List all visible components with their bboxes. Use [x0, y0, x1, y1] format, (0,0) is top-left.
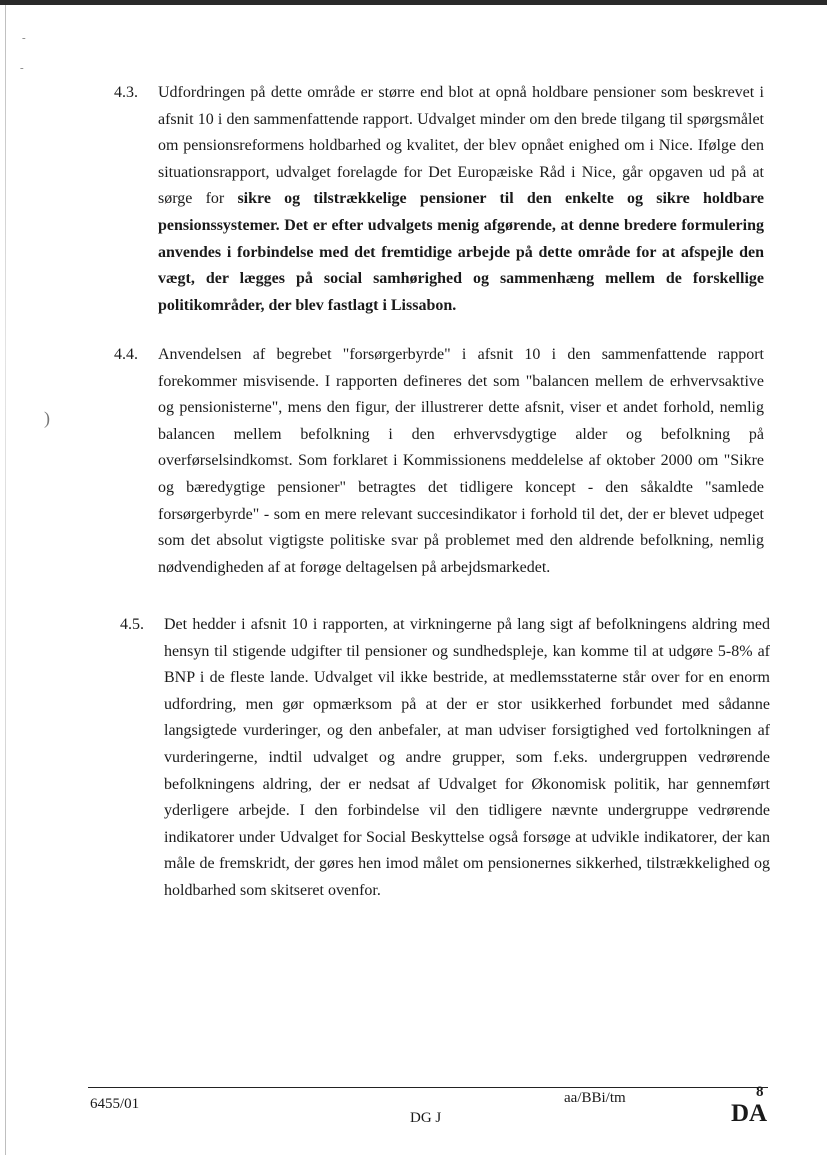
paragraph-number: 4.4.	[114, 346, 138, 363]
paragraph-text-regular: Udfordringen på dette område er større end blot at opnå holdbare pensioner som beskrevet i afsnit 10 i den sammenfattende rapport. Udvalget minder om den brede tilgang til spørgsmålet om pensionsreformens holdbarhed og kvalitet, der blev opnået enighed om i Nice. Ifølge den situationsrapport, udvalget forelagde for Det Europæiske Råd i Nice, går opgaven ud på at sørge for	[158, 84, 764, 208]
scan-speck: -	[20, 62, 24, 74]
paragraph-text-regular: Anvendelsen af begrebet "forsørgerbyrde" i afsnit 10 i den sammenfattende rapport forekommer misvisende. I rapporten defineres det som "balancen mellem de erhvervsaktive og pensionisterne", mens den figur, der illustrerer dette afsnit, viser et andet forhold, nemlig balancen mellem befolkning i den erhvervsdygtige alder og befolkning på overførselsindkomst. Som forklaret i Kommissionens meddelelse af oktober 2000 om "Sikre og bæredygtige pensioner" betragtes det tidligere koncept - den såkaldte "samlede forsørgerbyrde" - som en mere relevant succesindikator i forhold til det, der er blevet udpeget som det absolut vigtigste politiske svar på problemet med den aldrende befolkning, nemlig nødvendigheden af at forøge deltagelsen på arbejdsmarkedet.	[158, 346, 764, 576]
hole-punch-mark: )	[44, 408, 50, 428]
scan-edge-top	[0, 0, 827, 5]
paragraph-number: 4.5.	[120, 616, 144, 633]
footer-language-code: DA	[731, 1100, 768, 1127]
paragraph-text	[164, 612, 770, 905]
paragraph-4-3	[114, 80, 764, 319]
paragraph-4-4	[114, 342, 764, 581]
paragraph-text-regular: Det hedder i afsnit 10 i rapporten, at virkningerne på lang sigt af befolkningens aldring med hensyn til stigende udgifter til pensioner og sundhedspleje, kan komme til at udgøre 5-8% af BNP i de fleste lande. Udvalget vil ikke bestride, at medlemsstaterne står over for en enorm udfordring, men gør opmærksom på at der er stor usikkerhed forbundet med sådanne langsigtede vurderinger, og den anbefaler, at man udviser forsigtighed ved fortolkningen af vurderingerne, indtil udvalget og andre grupper, som f.eks. undergruppen vedrørende befolkningens aldring, der er nedsat af Udvalget for Økonomisk politik, har gennemført yderligere arbejde. I den forbindelse vil den tidligere nævnte undergruppe vedrørende indikatorer under Udvalget for Social Beskyttelse også forsøge at udvikle indikatorer, der kan måle de fremskridt, der gøres hen imod målet om pensionernes sikkerhed, tilstrækkelighed og holdbarhed som skitseret ovenfor.	[164, 616, 770, 899]
footer-initials: aa/BBi/tm	[564, 1090, 626, 1106]
footer-page-number: 8	[756, 1084, 764, 1100]
paragraph-number: 4.3.	[114, 84, 138, 101]
paragraph-text	[158, 80, 764, 319]
paragraph-text	[158, 342, 764, 581]
scan-speck: -	[22, 32, 26, 44]
footer-divider	[88, 1087, 768, 1088]
footer-directorate: DG J	[410, 1110, 442, 1126]
paragraph-text-bold: sikre og tilstrækkelige pensioner til den enkelte og sikre holdbare pensionssystemer. Det er efter udvalgets menig afgørende, at denne bredere formulering anvendes i forbindelse med det fremtidige arbejde på dette område for at afspejle den vægt, der lægges på social samhørighed og sammenhæng mellem de forskellige politikområder, der blev fastlagt i Lissabon.	[158, 190, 764, 314]
scan-edge-left	[5, 5, 6, 1155]
paragraph-4-5	[120, 612, 770, 905]
footer-doc-number: 6455/01	[90, 1096, 140, 1112]
